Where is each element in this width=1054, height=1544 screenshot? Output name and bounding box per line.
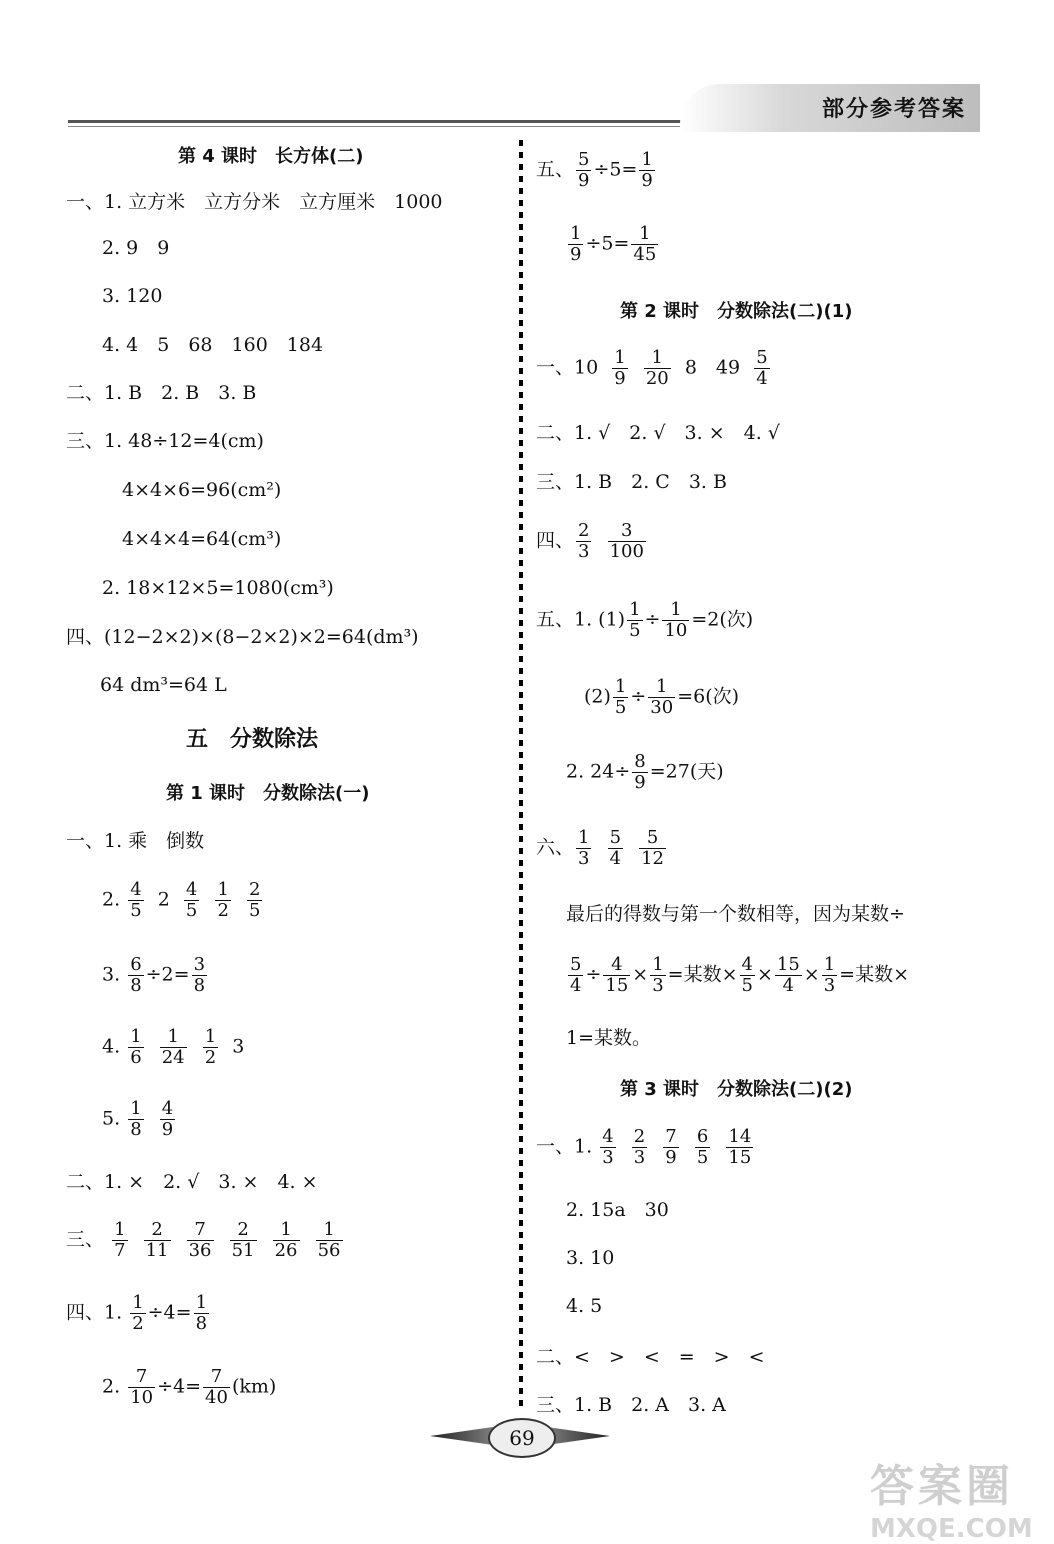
fraction (644, 348, 671, 389)
answer-b3: 三、1. B 2. C 3. B (536, 471, 727, 493)
fraction (273, 1220, 300, 1261)
denominator: 51 (231, 1240, 255, 1261)
answer-b5-1: 五、1. (1) $\frac{1}{5}$ ÷ $\frac{1}{10}$ =2(次) (536, 599, 754, 641)
fraction (184, 880, 199, 921)
fraction (568, 955, 583, 996)
fraction (639, 828, 666, 869)
answer-4b: 64 dm³=64 L (100, 674, 227, 696)
answer-1-4: 4. 4 5 68 160 184 (102, 334, 324, 356)
fraction (695, 1127, 710, 1168)
numerator: 1 (204, 1026, 217, 1047)
answer-3-2: 2. 18×12×5=1080(cm³) (102, 577, 334, 599)
fraction (576, 521, 591, 562)
numerator: 4 (603, 955, 630, 976)
denominator: 9 (634, 772, 646, 793)
numerator: 7 (665, 1126, 677, 1147)
denominator: 26 (274, 1240, 298, 1261)
numerator: 1 (316, 1220, 343, 1241)
numerator: 1 (641, 149, 653, 170)
numerator: 2 (230, 1220, 257, 1241)
denominator: 3 (602, 1147, 614, 1168)
fraction (632, 752, 647, 793)
numerator: 1 (570, 223, 582, 244)
denominator: 4 (570, 975, 582, 996)
denominator: 3 (578, 541, 590, 562)
header-rule (68, 120, 708, 123)
answer-a3: 三、 $\frac{1}{7}$ $\frac{2}{11}$ $\frac{7}{36}$ $\frac{2}{51}$ $\frac{1}{26}$ $\frac{1}{56}$ (66, 1219, 341, 1261)
fraction (608, 521, 646, 562)
denominator: 4 (782, 975, 795, 996)
denominator: 11 (145, 1240, 169, 1261)
denominator: 20 (645, 368, 669, 389)
fraction (775, 955, 802, 996)
numerator: 6 (130, 954, 142, 975)
fraction (603, 955, 630, 996)
fraction (632, 1127, 647, 1168)
denominator: 3 (823, 975, 836, 996)
denominator: 8 (130, 975, 142, 996)
numerator: 4 (185, 879, 198, 900)
answer-c2: 二、< > < = > < (536, 1346, 765, 1368)
numerator: 1 (614, 676, 627, 697)
answer-b5-3: 2. 24÷ $\frac{8}{9}$ =27(天) (566, 751, 724, 793)
column-divider (516, 140, 526, 1410)
numerator: 1 (273, 1220, 300, 1241)
fraction (316, 1220, 343, 1261)
watermark-url: MXQE.COM (870, 1514, 1033, 1544)
denominator: 5 (249, 900, 261, 921)
denominator: 15 (728, 1147, 752, 1168)
numerator: 4 (130, 879, 142, 900)
answer-a2: 二、1. × 2. √ 3. × 4. × (66, 1171, 318, 1193)
fraction (613, 677, 628, 718)
denominator: 2 (132, 1313, 144, 1334)
answer-a1-1: 一、1. 乘 倒数 (66, 830, 205, 852)
answer-a4-1: 四、1. $\frac{1}{2}$ ÷4= $\frac{1}{8}$ (66, 1292, 208, 1334)
fraction (650, 955, 665, 996)
fraction (130, 1293, 145, 1334)
denominator: 4 (756, 368, 768, 389)
fraction (230, 1220, 257, 1261)
fraction (627, 600, 642, 641)
numerator: 3 (608, 521, 646, 542)
denominator: 4 (609, 848, 622, 869)
denominator: 3 (652, 975, 664, 996)
denominator: 2 (204, 1047, 217, 1068)
lesson-2-title: 第 2 课时 分数除法(二)(1) (620, 301, 853, 322)
denominator: 7 (114, 1240, 126, 1261)
denominator: 10 (130, 1387, 154, 1408)
answer-4a: 四、(12−2×2)×(8−2×2)×2=64(dm³) (66, 626, 419, 648)
numerator: 1 (195, 1292, 208, 1313)
answer-b5-2: (2) $\frac{1}{5}$ ÷ $\frac{1}{30}$ =6(次) (584, 676, 740, 718)
answer-a1-5: 5. $\frac{1}{8}$ $\frac{4}{9}$ (102, 1098, 174, 1140)
answer-b6-text3: 1=某数。 (566, 1027, 652, 1049)
denominator: 9 (665, 1147, 677, 1168)
numerator: 2 (144, 1220, 171, 1241)
fraction (128, 1027, 143, 1068)
answer-b6: 六、 $\frac{1}{3}$ $\frac{5}{4}$ $\frac{5}{12}$ (536, 827, 665, 869)
fraction (740, 955, 755, 996)
fraction (128, 1367, 155, 1408)
denominator: 5 (629, 620, 641, 641)
fraction (576, 828, 591, 869)
numerator: 2 (578, 520, 590, 541)
lesson-3-title: 第 3 课时 分数除法(二)(2) (620, 1079, 853, 1100)
denominator: 9 (570, 244, 582, 265)
numerator: 1 (114, 1219, 126, 1240)
numerator: 1 (629, 599, 641, 620)
denominator: 3 (633, 1147, 646, 1168)
denominator: 24 (161, 1047, 185, 1068)
answer-b2: 二、1. √ 2. √ 3. × 4. √ (536, 422, 780, 444)
header-rule-thin (68, 126, 688, 127)
denominator: 30 (650, 697, 674, 718)
numerator: 1 (631, 224, 658, 245)
fraction (203, 1027, 218, 1068)
fraction (203, 1367, 230, 1408)
answer-3-1c: 4×4×4=64(cm³) (122, 528, 282, 550)
denominator: 10 (664, 620, 688, 641)
answer-c1-4: 4. 5 (566, 1295, 603, 1317)
numerator: 1 (648, 677, 675, 698)
lesson-1-title: 第 1 课时 分数除法(一) (166, 783, 370, 804)
numerator: 7 (128, 1367, 155, 1388)
numerator: 1 (652, 954, 664, 975)
numerator: 1 (160, 1027, 187, 1048)
fraction (576, 150, 591, 191)
denominator: 5 (614, 697, 627, 718)
numerator: 1 (578, 827, 590, 848)
numerator: 1 (662, 600, 689, 621)
answer-1-1: 一、1. 立方米 立方分米 立方厘米 1000 (66, 191, 443, 213)
numerator: 1 (217, 879, 229, 900)
denominator: 5 (130, 900, 142, 921)
fraction (128, 955, 143, 996)
denominator: 5 (741, 975, 753, 996)
denominator: 9 (578, 170, 590, 191)
fraction (144, 1220, 171, 1261)
answer-3-1a: 三、1. 48÷12=4(cm) (66, 430, 264, 452)
fraction (631, 224, 658, 265)
numerator: 1 (644, 348, 671, 369)
denominator: 12 (641, 848, 665, 869)
numerator: 8 (634, 751, 646, 772)
numerator: 4 (602, 1126, 614, 1147)
answer-c1-3: 3. 10 (566, 1247, 615, 1269)
answer-c3: 三、1. B 2. A 3. A (536, 1394, 726, 1416)
fraction (194, 1293, 209, 1334)
fraction (663, 1127, 678, 1168)
numerator: 4 (741, 954, 753, 975)
fraction (215, 880, 230, 921)
answer-r5-2: $\frac{1}{9}$ ÷5= $\frac{1}{45}$ (570, 223, 657, 265)
answer-b6-text1: 最后的得数与第一个数相等，因为某数÷ (566, 903, 905, 925)
answer-a4-2: 2. $\frac{7}{10}$ ÷4= $\frac{7}{40}$ (km) (102, 1366, 277, 1408)
fraction (192, 955, 207, 996)
denominator: 40 (205, 1387, 228, 1408)
numerator: 5 (570, 954, 582, 975)
fraction (187, 1220, 214, 1261)
fraction (612, 348, 627, 389)
denominator: 100 (609, 541, 644, 562)
answer-b1: 一、10 $\frac{1}{9}$ $\frac{1}{20}$ 8 49 $\frac{5}{4}$ (536, 347, 768, 389)
fraction (648, 677, 675, 718)
denominator: 5 (696, 1147, 709, 1168)
numerator: 1 (130, 1098, 142, 1119)
denominator: 8 (193, 975, 206, 996)
numerator: 7 (203, 1367, 230, 1388)
page-number: 69 (488, 1418, 556, 1458)
answer-c1-2: 2. 15a 30 (566, 1199, 669, 1221)
fraction (160, 1099, 175, 1140)
fraction (112, 1220, 127, 1261)
numerator: 4 (161, 1098, 174, 1119)
answer-a1-2: 2. $\frac{4}{5}$ 2 $\frac{4}{5}$ $\frac{1}{2}$ $\frac{2}{5}$ (102, 879, 261, 921)
denominator: 9 (614, 368, 626, 389)
numerator: 3 (193, 954, 206, 975)
fraction (128, 1099, 143, 1140)
denominator: 2 (217, 900, 229, 921)
numerator: 6 (696, 1126, 709, 1147)
denominator: 5 (185, 900, 198, 921)
answer-a1-3: 3. $\frac{6}{8}$ ÷2= $\frac{3}{8}$ (102, 954, 206, 996)
fraction (568, 224, 583, 265)
denominator: 56 (317, 1240, 341, 1261)
fraction (247, 880, 262, 921)
answer-1-3: 3. 120 (102, 285, 163, 307)
denominator: 8 (195, 1313, 208, 1334)
denominator: 9 (161, 1119, 174, 1140)
fraction (639, 150, 654, 191)
answer-a1-4: 4. $\frac{1}{6}$ $\frac{1}{24}$ $\frac{1}{2}$ 3 (102, 1026, 245, 1068)
watermark-logo (870, 1450, 1040, 1544)
numerator: 1 (132, 1292, 144, 1313)
answer-3-1b: 4×4×6=96(cm²) (122, 479, 282, 501)
denominator: 36 (188, 1240, 212, 1261)
numerator: 1 (130, 1026, 142, 1047)
fraction (754, 348, 769, 389)
lesson-4-title: 第 4 课时 长方体(二) (178, 146, 364, 167)
fraction (608, 828, 623, 869)
denominator: 8 (130, 1119, 142, 1140)
denominator: 3 (578, 848, 590, 869)
fraction (600, 1127, 615, 1168)
header-label: 部分参考答案 (822, 97, 967, 122)
numerator: 1 (823, 954, 836, 975)
numerator: 7 (187, 1220, 214, 1241)
chapter-title: 五 分数除法 (186, 727, 319, 752)
fraction (128, 880, 143, 921)
answer-2: 二、1. B 2. B 3. B (66, 382, 257, 404)
numerator: 5 (609, 827, 622, 848)
denominator: 6 (130, 1047, 142, 1068)
answer-b6-text2: $\frac{5}{4}$ ÷ $\frac{4}{15}$ × $\frac{1}{3}$ =某数× $\frac{4}{5}$ × $\frac{15}{4}$ × $\frac{1}{3}$ =某数× (570, 954, 909, 996)
numerator: 5 (639, 828, 666, 849)
answer-1-2: 2. 9 9 (102, 237, 170, 259)
fraction (662, 600, 689, 641)
fraction (822, 955, 837, 996)
page-number-badge (430, 1418, 610, 1458)
numerator: 5 (578, 149, 590, 170)
numerator: 2 (249, 879, 261, 900)
numerator: 5 (756, 347, 768, 368)
fraction (160, 1027, 187, 1068)
denominator: 45 (633, 244, 657, 265)
answer-b4: 四、 $\frac{2}{3}$ $\frac{3}{100}$ (536, 520, 644, 562)
numerator: 14 (728, 1126, 752, 1147)
numerator: 1 (614, 347, 626, 368)
denominator: 9 (641, 170, 653, 191)
watermark-text: 答案圈 (870, 1461, 1014, 1512)
answer-r5-1: 五、 $\frac{5}{9}$ ÷5= $\frac{1}{9}$ (536, 149, 653, 191)
answer-c1-1: 一、1. $\frac{4}{3}$ $\frac{2}{3}$ $\frac{7}{9}$ $\frac{6}{5}$ $\frac{14}{15}$ (536, 1126, 752, 1168)
fraction (726, 1127, 753, 1168)
denominator: 15 (605, 975, 629, 996)
numerator: 15 (776, 954, 800, 975)
numerator: 2 (633, 1126, 646, 1147)
